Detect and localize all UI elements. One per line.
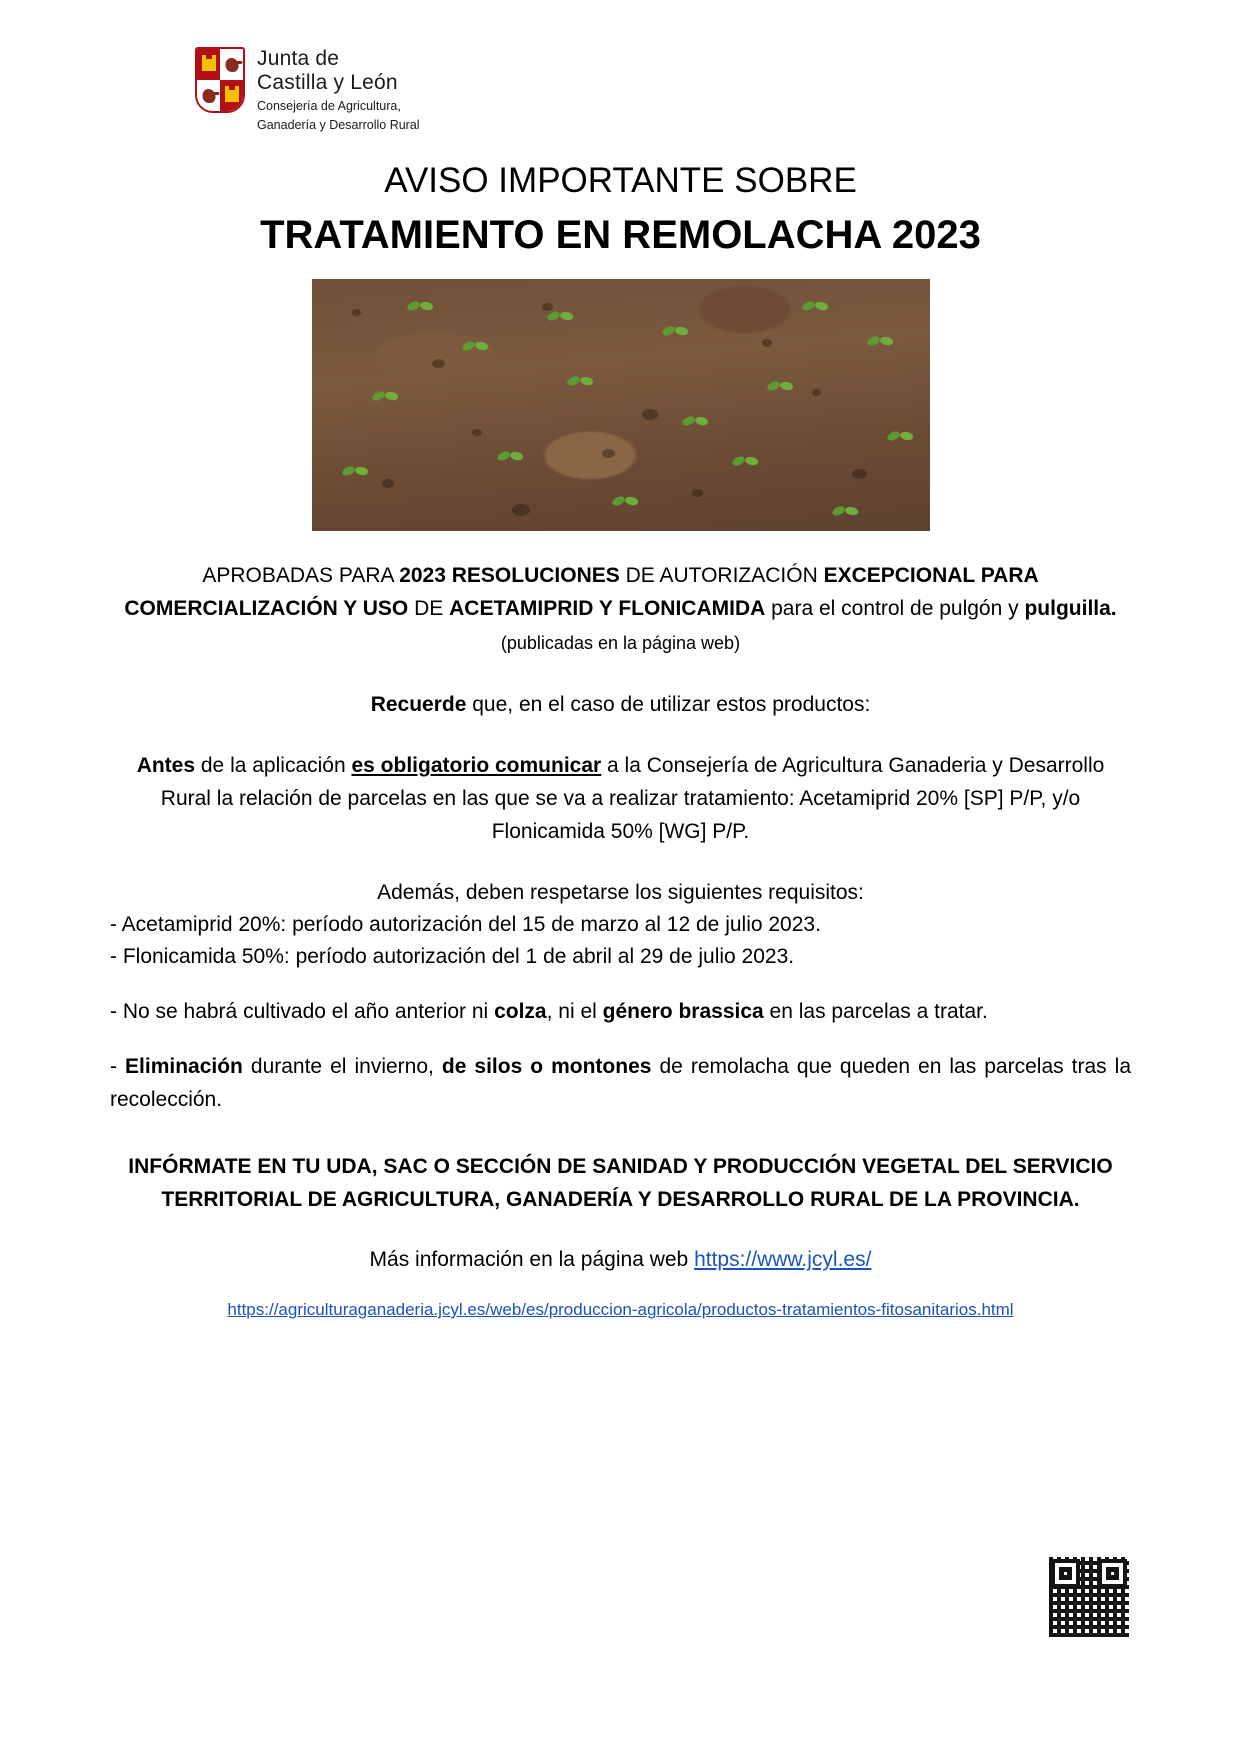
department-line2: Ganadería y Desarrollo Rural bbox=[257, 118, 420, 132]
req4-bold-2: de silos o montones bbox=[441, 1055, 652, 1078]
req3-text-1: - No se habrá cultivado el año anterior ni bbox=[110, 1000, 495, 1023]
intro-bold-2: EXCEPCIONAL PARA COMERCIALIZACIÓN Y USO bbox=[124, 564, 1039, 620]
beet-field-photo bbox=[312, 279, 930, 531]
more-info-text: Más información en la página web bbox=[369, 1248, 695, 1271]
remember-rest: que, en el caso de utilizar estos productos: bbox=[466, 693, 871, 716]
qr-code-icon[interactable] bbox=[1049, 1557, 1129, 1637]
org-name-line1: Junta de bbox=[257, 47, 340, 70]
req3-text-2: , ni el bbox=[546, 1000, 603, 1023]
req4-text-2: durante el invierno, bbox=[242, 1055, 442, 1078]
intro-text-3: DE bbox=[408, 597, 450, 620]
photo-container bbox=[110, 279, 1131, 531]
req3-bold-1: colza bbox=[494, 1000, 547, 1023]
before-underlined: es obligatorio comunicar bbox=[351, 754, 602, 777]
requirement-item-eliminacion bbox=[110, 1050, 1131, 1116]
coat-of-arms-icon bbox=[195, 47, 245, 113]
requirement-item: - Acetamiprid 20%: período autorización del 15 de marzo al 12 de julio 2023. bbox=[110, 913, 821, 936]
org-name-line2: Castilla y León bbox=[257, 71, 398, 94]
fitosanitarios-page-link[interactable]: https://agriculturaganaderia.jcyl.es/web/es/produccion-agricola/productos-tratamientos-fitosanitarios.html bbox=[227, 1300, 1014, 1319]
before-paragraph bbox=[110, 749, 1131, 848]
call-to-action: INFÓRMATE EN TU UDA, SAC O SECCIÓN DE SANIDAD Y PRODUCCIÓN VEGETAL DEL SERVICIO TERRITORIAL DE AGRICULTURA, GANADERÍA Y DESARROLLO RURAL DE LA PROVINCIA. bbox=[128, 1155, 1113, 1211]
logo-text bbox=[257, 45, 420, 133]
jcyl-website-link[interactable]: https://www.jcyl.es/ bbox=[694, 1248, 872, 1271]
req4-text-3: de remolacha que queden en las parcelas tras la recolección. bbox=[110, 1055, 1131, 1111]
intro-text-2: DE AUTORIZACIÓN bbox=[619, 564, 824, 587]
requirements-intro: Además, deben respetarse los siguientes requisitos: bbox=[377, 881, 864, 904]
intro-paragraph bbox=[110, 559, 1131, 660]
intro-bold-4: pulguilla. bbox=[1024, 597, 1117, 620]
remember-paragraph bbox=[110, 688, 1131, 721]
req3-text-3: en las parcelas a tratar. bbox=[763, 1000, 988, 1023]
req4-bold-1: Eliminación bbox=[125, 1055, 243, 1078]
requirement-item-colza bbox=[110, 995, 1131, 1028]
before-text-1: de la aplicación bbox=[195, 754, 352, 777]
more-info-line bbox=[110, 1244, 1131, 1276]
before-bold: Antes bbox=[136, 754, 196, 777]
requirement-item: - Flonicamida 50%: período autorización del 1 de abril al 29 de julio 2023. bbox=[110, 945, 795, 968]
notice-subtitle: AVISO IMPORTANTE SOBRE bbox=[384, 161, 857, 200]
intro-note: (publicadas en la página web) bbox=[500, 633, 741, 653]
department-line1: Consejería de Agricultura, bbox=[257, 99, 401, 113]
intro-text-1: APROBADAS PARA bbox=[202, 564, 400, 587]
page-title: TRATAMIENTO EN REMOLACHA 2023 bbox=[260, 213, 981, 257]
remember-bold: Recuerde bbox=[370, 693, 467, 716]
req3-bold-2: género brassica bbox=[602, 1000, 764, 1023]
req4-text-1: - bbox=[110, 1055, 126, 1078]
institutional-logo bbox=[195, 45, 1131, 133]
intro-bold-3: ACETAMIPRID Y FLONICAMIDA bbox=[449, 597, 766, 620]
intro-bold-1: 2023 RESOLUCIONES bbox=[399, 564, 620, 587]
before-text-2: a la Consejería de Agricultura Ganaderia y Desarrollo Rural la relación de parcelas en las que se va a realizar tratamiento: Acetamiprid 20% [SP] P/P, y/o Flonicamida 50% [WG] P/P. bbox=[160, 754, 1105, 843]
intro-text-4: para el control de pulgón y bbox=[765, 597, 1025, 620]
